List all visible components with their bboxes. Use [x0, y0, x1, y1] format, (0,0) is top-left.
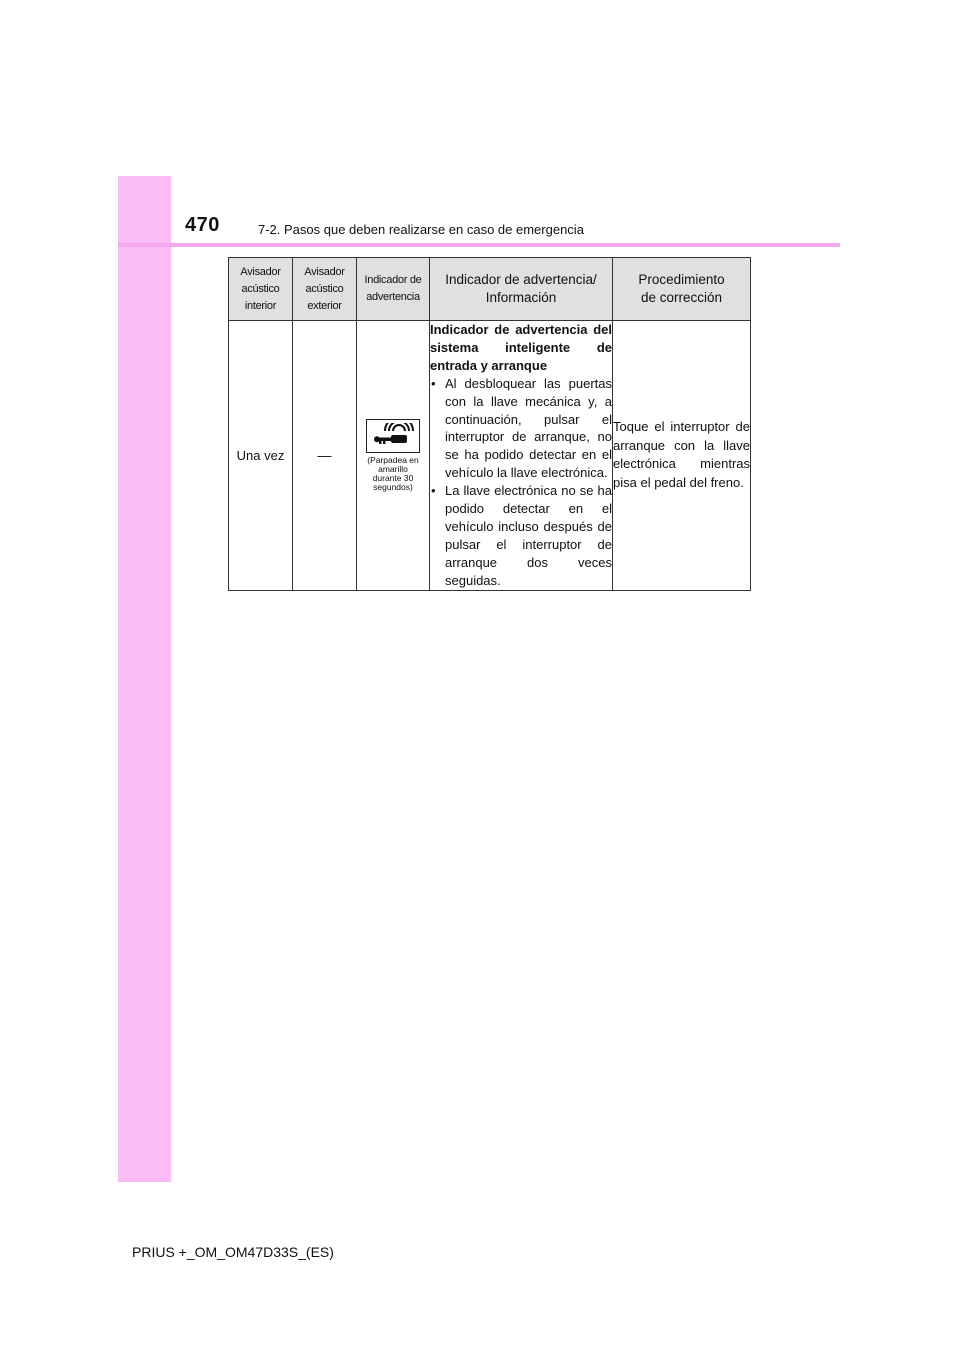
info-bullet: • La llave electrónica no se ha podido detectar en el vehículo incluso después de pulsar el interruptor de arranque dos veces seguidas. [431, 483, 612, 588]
smart-key-warning-icon [366, 419, 420, 453]
info-title: Indicador de advertencia del sistema inteligente de entrada y arranque [430, 322, 612, 373]
section-title: 7-2. Pasos que deben realizarse en caso de emergencia [258, 222, 584, 237]
info-bullet: • Al desbloquear las puertas con la llave mecánica y, a continuación, pulsar el interruptor de arranque, no se ha podido detectar en el vehículo la llave electrónica. [431, 375, 612, 481]
warning-table [228, 257, 751, 591]
warning-light-cell [357, 321, 430, 591]
icon-caption: (Parpadea en amarillo durante 30 segundos) [367, 454, 419, 492]
exterior-buzzer-cell: — [293, 321, 357, 591]
interior-buzzer-cell: Una vez [229, 321, 293, 591]
header-exterior-buzzer: Avisador acústico exterior [293, 258, 357, 321]
bullet-mark: • [431, 483, 436, 499]
chapter-side-tab [118, 176, 171, 1182]
bullet-mark: • [431, 375, 436, 391]
warning-info-cell [430, 321, 613, 591]
header-warning-light: Indicador de advertencia [357, 258, 430, 321]
table-header-row [229, 258, 751, 321]
header-interior-buzzer: Avisador acústico interior [229, 258, 293, 321]
page-number: 470 [185, 214, 220, 236]
document-code-footer: PRIUS +_OM_OM47D33S_(ES) [132, 1244, 334, 1260]
table-row [229, 321, 751, 591]
header-warning-info: Indicador de advertencia/ Información [430, 258, 613, 321]
header-rule [118, 243, 840, 247]
correction-procedure-cell: Toque el interruptor de arranque con la llave electrónica mientras pisa el pedal del freno. [613, 321, 751, 591]
header-correction-procedure: Procedimiento de corrección [613, 258, 751, 321]
